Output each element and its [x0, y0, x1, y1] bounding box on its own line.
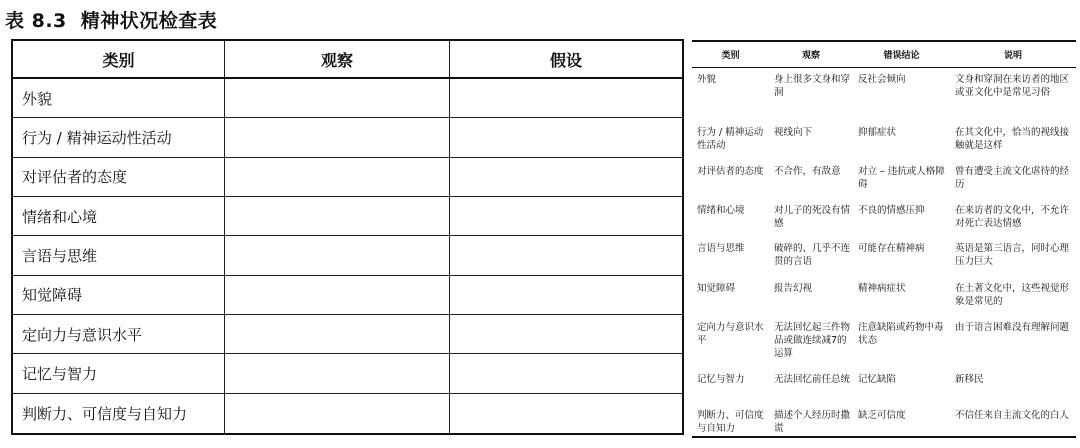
example-conclusion: 可能存在精神病 — [858, 243, 925, 254]
form-hypothesis-cell[interactable] — [450, 79, 682, 118]
form-hypothesis-cell[interactable] — [450, 354, 682, 393]
table-title-text: 精神状况检查表 — [80, 10, 218, 32]
mental-status-form — [11, 39, 684, 435]
example-row — [692, 242, 1076, 268]
example-category: 情绪和心境 — [697, 205, 745, 216]
example-row — [692, 409, 1076, 435]
form-hypothesis-cell[interactable] — [450, 197, 682, 236]
example-note: 文身和穿洞在来访者的地区或亚文化中是常见习俗 — [955, 74, 1070, 98]
example-header-category: 类别 — [721, 51, 740, 61]
example-note: 在来访者的文化中，不允许对死亡表达情感 — [955, 205, 1070, 229]
example-conclusion: 不良的情感压抑 — [858, 205, 925, 216]
form-row-label: 情绪和心境 — [13, 197, 225, 236]
example-category: 行为 / 精神运动性活动 — [697, 127, 764, 151]
form-header-observation: 观察 — [225, 41, 450, 79]
example-conclusion: 反社会倾向 — [858, 74, 906, 85]
example-category: 对评估者的态度 — [697, 166, 764, 177]
example-conclusion: 精神病症状 — [858, 283, 906, 294]
example-observation: 无法回忆前任总统 — [774, 374, 851, 385]
form-observation-cell[interactable] — [225, 354, 450, 393]
form-observation-cell[interactable] — [225, 276, 450, 315]
example-note: 曾有遭受主流文化虐待的经历 — [955, 166, 1070, 190]
example-observation: 描述个人经历时撒谎 — [774, 410, 851, 434]
example-conclusion: 缺乏可信度 — [858, 410, 906, 421]
example-body — [692, 68, 1076, 437]
form-observation-cell[interactable] — [225, 236, 450, 275]
example-header-observation: 观察 — [801, 51, 820, 61]
example-row — [692, 321, 1076, 360]
form-row-label: 言语与思维 — [13, 236, 225, 275]
table-title — [5, 6, 217, 33]
form-observation-cell[interactable] — [225, 118, 450, 157]
form-header-hypothesis: 假设 — [450, 41, 682, 79]
example-observation: 破碎的、几乎不连贯的言语 — [774, 243, 851, 267]
form-hypothesis-cell[interactable] — [450, 158, 682, 197]
example-observation: 无法回忆起三件物品或做连续减7的运算 — [774, 322, 851, 359]
example-row — [692, 126, 1076, 152]
example-note: 新移民 — [955, 374, 984, 385]
example-header-conclusion: 错误结论 — [883, 51, 920, 61]
form-observation-cell[interactable] — [225, 197, 450, 236]
form-row-label: 记忆与智力 — [13, 354, 225, 393]
form-row-label: 行为 / 精神运动性活动 — [13, 118, 225, 157]
example-note: 不信任来自主流文化的白人 — [955, 410, 1070, 421]
form-observation-cell[interactable] — [225, 158, 450, 197]
example-observation: 不合作，有敌意 — [774, 166, 841, 177]
form-hypothesis-cell[interactable] — [450, 276, 682, 315]
form-observation-cell[interactable] — [225, 315, 450, 354]
form-row-label: 定向力与意识水平 — [13, 315, 225, 354]
example-observation: 报告幻视 — [774, 283, 813, 294]
example-category: 记忆与智力 — [697, 374, 745, 385]
example-observation: 对儿子的死没有情感 — [774, 205, 851, 229]
form-observation-cell[interactable] — [225, 79, 450, 118]
example-table — [692, 40, 1076, 438]
example-observation: 视线向下 — [774, 127, 813, 138]
example-row — [692, 204, 1076, 230]
example-row — [692, 282, 1076, 308]
form-hypothesis-cell[interactable] — [450, 315, 682, 354]
example-note: 由于语言困难没有理解问题 — [955, 322, 1070, 333]
example-conclusion: 注意缺陷或药物中毒状态 — [858, 322, 944, 346]
example-observation: 身上很多文身和穿洞 — [774, 74, 851, 98]
example-row — [692, 165, 1076, 191]
example-note: 在其文化中，恰当的视线接触就是这样 — [955, 127, 1070, 151]
example-conclusion: 抑郁症状 — [858, 127, 897, 138]
example-category: 外貌 — [697, 74, 717, 85]
form-observation-cell[interactable] — [225, 394, 450, 433]
example-note: 在土著文化中，这些视觉形象是常见的 — [955, 283, 1070, 307]
example-row — [692, 73, 1076, 99]
example-conclusion: 记忆缺陷 — [858, 374, 897, 385]
example-header-row — [692, 42, 1076, 68]
form-row-label: 判断力、可信度与自知力 — [13, 394, 225, 433]
form-row-label: 外貌 — [13, 79, 225, 118]
example-category: 知觉障碍 — [697, 283, 736, 294]
example-category: 定向力与意识水平 — [697, 322, 764, 346]
table-number: 表 8.3 — [5, 10, 67, 32]
form-header-category: 类别 — [13, 41, 225, 79]
form-row-label: 知觉障碍 — [13, 276, 225, 315]
form-hypothesis-cell[interactable] — [450, 236, 682, 275]
form-hypothesis-cell[interactable] — [450, 394, 682, 433]
example-note: 英语是第三语言，同时心理压力巨大 — [955, 243, 1070, 267]
example-category: 言语与思维 — [697, 243, 745, 254]
form-row-label: 对评估者的态度 — [13, 158, 225, 197]
example-conclusion: 对立 – 违抗或人格障碍 — [858, 166, 945, 190]
form-hypothesis-cell[interactable] — [450, 118, 682, 157]
example-row — [692, 373, 1076, 386]
example-header-note: 说明 — [1003, 51, 1022, 61]
example-category: 判断力、可信度与自知力 — [697, 410, 764, 434]
